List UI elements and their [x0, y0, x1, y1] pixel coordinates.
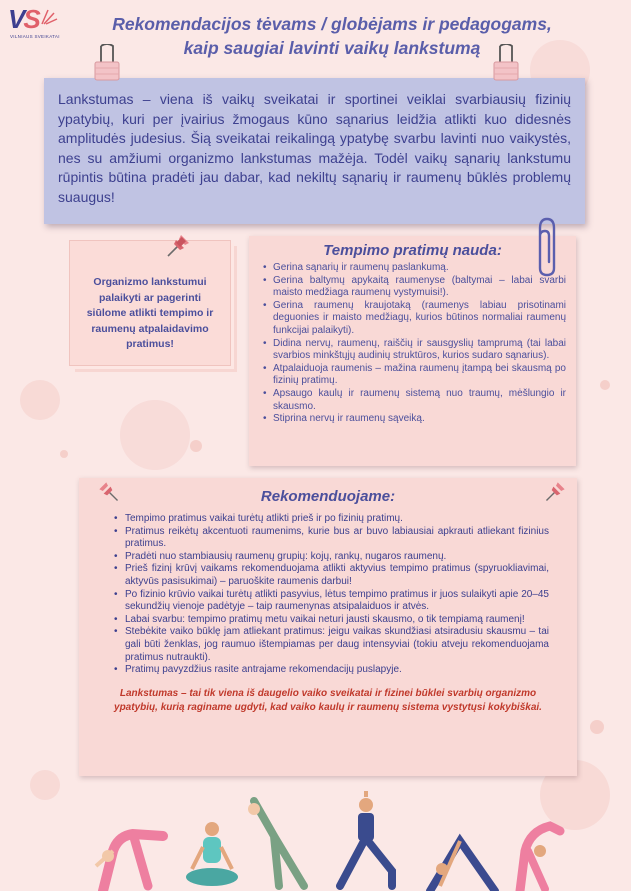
- page-title-line-1: Rekomendacijos tėvams / globėjams ir pedagogams,: [112, 14, 552, 34]
- list-item: • Prieš fizinį krūvį vaikams rekomenduojama atlikti aktyvius tempimo pratimus (spyruokliavimai, aktyvūs pasisukimai) – paruoškite raumenis darbui!: [125, 563, 549, 588]
- side-note-text: Organizmo lankstumui palaikyti ar pagerinti siūlome atlikti tempimo ir raumenų atpalaidavimo pratimus!: [86, 276, 214, 351]
- push-pin-icon: [543, 478, 569, 504]
- binder-clip-icon: [93, 44, 121, 84]
- binder-clip-icon: [492, 44, 520, 84]
- benefits-title: Tempimo pratimų nauda:: [323, 242, 502, 259]
- benefits-list: [259, 262, 566, 426]
- recommendations-list: [93, 513, 563, 677]
- list-item: • Pratimus reikėtų akcentuoti raumenims, kurie bus ar buvo labiausiai apkrauti atliekant fizinius pratimus.: [125, 526, 549, 551]
- closing-statement: Lankstumas – tai tik viena iš daugelio vaiko sveikatai ir fizinei būklei svarbių organizmo ypatybių, kurią raginame ugdyti, kad vaiko kaulų ir raumenų sistema vystytųsi kokybiškai.: [114, 687, 542, 713]
- logo-rays-icon: [38, 8, 58, 26]
- yoga-figure-icon: [88, 806, 178, 891]
- list-item: • Atpalaiduoja raumenis – mažina raumenų įtampą bei skausmą po fizinių pratimų.: [273, 363, 566, 388]
- list-item: • Labai svarbu: tempimo pratimų metu vaikai neturi jausti skausmo, o tik tempiamą raumenį!: [125, 614, 549, 627]
- yoga-figure-icon: [420, 821, 500, 891]
- list-item: • Po fizinio krūvio vaikai turėtų atlikti pasyvius, lėtus tempimo pratimus ir juos sulaikyti apie 20–45 sekundžių vienoje padėtyje – taip raumenynas atsipalaiduos ir atvės.: [125, 589, 549, 614]
- logo-mark: VS: [8, 4, 39, 34]
- side-note: [69, 240, 231, 366]
- yoga-figure-icon: [182, 819, 242, 891]
- list-item: • Apsaugo kaulų ir raumenų sistemą nuo traumų, mėšlungio ir skausmo.: [273, 388, 566, 413]
- recommendations-title: Rekomenduojame:: [260, 488, 396, 505]
- intro-text: Lankstumas – viena iš vaikų sveikatai ir sportinei veiklai svarbiausių fizinių ypatybių, kuri per įvairius žmogaus kūno sąnarius leidžia atlikti kuo didesnės amplitudės judesius. Šią sveikatai reikalingą ypatybę svarbu lavinti nuo vaikystės, nes su amžiumi organizmo lankstumas mažėja. Todėl vaikų sąnarių lankstumu rūpintis būtina pradėti jau dabar, kad nekiltų sąnarių ir raumenų būklės problemų suaugus!: [58, 91, 571, 205]
- yoga-figure-icon: [244, 791, 314, 891]
- list-item: • Gerina raumenų kraujotaką (raumenys labiau prisotinami deguonies ir maisto medžiagų, kurios būtinos normaliai raumenų funkcijai palaikyti).: [273, 300, 566, 338]
- list-item: • Tempimo pratimus vaikai turėtų atlikti prieš ir po fizinių pratimų.: [125, 513, 549, 526]
- list-item: • Stebėkite vaiko būklę jam atliekant pratimus: jeigu vaikas skundžiasi atsiradusiu skausmu – tai gali būti ženklas, jog raumuo ištempiamas per daug intensyviai (tokiu atveju rekomenduojama pratimus nutraukti).: [125, 626, 549, 664]
- intro-box: [44, 78, 585, 224]
- page-title: [62, 12, 602, 60]
- list-item: • Stiprina nervų ir raumenų sąveiką.: [273, 413, 566, 426]
- yoga-figure-icon: [330, 791, 400, 891]
- push-pin-icon: [95, 478, 121, 504]
- push-pin-icon: [164, 230, 194, 260]
- list-item: • Gerina sąnarių ir raumenų paslankumą.: [273, 262, 566, 275]
- logo-subtitle: VILNIAUS SVEIKATAI: [10, 34, 60, 39]
- benefits-card: [249, 236, 576, 466]
- list-item: • Didina nervų, raumenų, raiščių ir sausgyslių tamprumą (tai labai svarbios minkštųjų audinių struktūros, kurios sudaro sąnarius).: [273, 338, 566, 363]
- logo: [2, 4, 62, 44]
- recommendations-card: [79, 478, 577, 776]
- paper-clip-icon: [530, 216, 562, 278]
- yoga-figure-icon: [500, 811, 570, 891]
- list-item: • Gerina baltymų apykaitą raumenyse (baltymai – labai svarbi maisto medžiaga raumenų vystymuisi!).: [273, 275, 566, 300]
- list-item: • Pradėti nuo stambiausių raumenų grupių: kojų, rankų, nugaros raumenų.: [125, 551, 549, 564]
- page-title-line-2: kaip saugiai lavinti vaikų lankstumą: [183, 38, 481, 58]
- list-item: • Pratimų pavyzdžius rasite antrajame rekomendacijų puslapyje.: [125, 664, 549, 677]
